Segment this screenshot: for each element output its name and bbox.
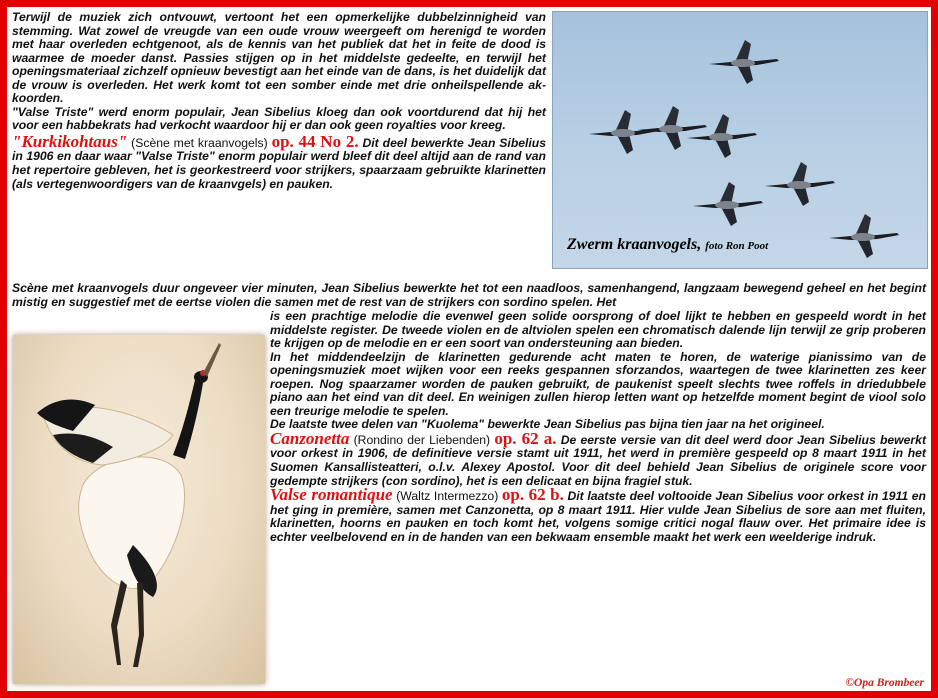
kurkikohtaus-wide-text — [12, 282, 926, 309]
canzonetta-subtitle: (Rondino der Liebenden) — [353, 432, 491, 447]
signature: ©Opa Brombeer — [845, 677, 924, 689]
dancing-crane-photo — [13, 335, 265, 684]
kurkikohtaus-opus: op. 44 No 2. — [271, 131, 359, 151]
valse-romantique-text: Dit laatste deel voltooide Jean Sibelius voor orkest in 1911 en het ging in première, samen met Canzonetta, op 8 maart 1911. Hier vulde Jean Sibelius de sore aan met fluiten, klarinetten, hoorns en pauken en toch komt het, volgens somige critici nogal flauw over. Het primaire idee is echter veelbelovend en in de handen van een bekwaam ensemble maakt het werk een weelderige indruk. — [270, 489, 926, 544]
canzonetta-opus: op. 62 a. — [494, 428, 557, 448]
dancing-crane-illustration — [13, 335, 265, 684]
intro-paragraph-1: Terwijl de muziek zich ontvouwt, vertoont het een opmerkelijke dubbelzinnigheid van stemming. Wat zowel de vreugde van een oude vrouw weergeeft om herenigd te worden met haar overleden echtgenoot, als de kennis van het publiek dat het in feite de dood is waarmee de moeder danst. Passies stijgen op in het middelste gedeelte, en terwijl het openingsmateriaal zichzelf opnieuw bevestigt aan het einde van de dans, is het duidelijk dat de vrouw is overleden. Het werk komt tot een somber einde met drie onheilspellende akkoorden. — [12, 10, 546, 106]
right-column-text — [270, 310, 926, 544]
intro-paragraph-2: "Valse Triste" werd enorm populair, Jean Sibelius kloeg dan ook voortdurend dat hij het voor een habbekrats had verkocht waardoor hij er dan ook geen royalties voor kreeg. — [12, 104, 546, 133]
crane-flock-illustration — [553, 12, 928, 269]
photo-caption — [567, 236, 768, 254]
canzonetta-section — [270, 428, 927, 488]
canzonetta-title: Canzonetta — [270, 428, 350, 448]
valse-romantique-title: Valse romantique — [270, 485, 393, 505]
valse-romantique-opus: op. 62 b. — [501, 485, 564, 505]
photo-caption-title: Zwerm kraanvogels, — [567, 236, 702, 253]
kurkikohtaus-section — [12, 131, 547, 191]
kurkikohtaus-text-4: In het middendeelzijn de klarinetten gedurende acht maten te horen, de waterige pianissimo van de openingsmuziek moet wijken voor een reeks gespannen sforzandos, waartegen de twee klarinetten zes keer roepen. Nog spaarzamer worden de pauken gebruikt, de paukenist speelt slechts twee roffels in driedubbele piano aan het eind van dit deel. En weinigen zullen hierop letten want op hetzelfde moment begint de viool solo een treurige melodie te spelen. — [270, 349, 926, 418]
canzonetta-text: De eerste versie van dit deel werd door Jean Sibelius bewerkt voor orkest in 1906, de definitieve versie stamt uit 1911, het werd in première gespeeld op 8 maart 1911 in het Suomen Kansallisteatteri, o.l.v. Alexey Apostol. Voor dit deel behield Jean Sibelius de originele score voor gedempte strijkers (con sordino), het is een delicaat en bijna fragiel stuk. — [270, 432, 927, 488]
kurkikohtaus-text-1: Dit deel bewerkte Jean Sibelius in 1906 en daar waar "Valse Triste" enorm populair werd bleef dit deel altijd aan de rand van het repertoire gebleven, het is georkestreerd voor strijkers, spaarzaam gebruikte klarinetten (als vertegenwoordigers van de kraanvgels) en pauken. — [12, 135, 547, 191]
kurkikohtaus-text-3: is een prachtige melodie die evenwel geen solide oorsprong of doel lijkt te hebben en gespeeld wordt in het middelste register. De tweede violen en de altviolen spelen een chromatisch dalende lijn terwijl ze grip proberen te krijgen op de melodie en er een soort van ondersteuning aan bieden. — [270, 309, 926, 351]
valse-romantique-subtitle: (Waltz Intermezzo) — [396, 489, 499, 504]
intro-text — [12, 11, 546, 191]
photo-credit: foto Ron Poot — [705, 240, 769, 252]
kurkikohtaus-text-5: De laatste twee delen van "Kuolema" bewerkte Jean Sibelius pas bijna tien jaar na het origineel. — [270, 417, 825, 432]
kurkikohtaus-subtitle: (Scène met kraanvogels) — [131, 135, 268, 150]
kurkikohtaus-text-2: Scène met kraanvogels duur ongeveer vier minuten, Jean Sibelius bewerkte het tot een naadloos, samenhangend, langzaam bewegend geheel en het begint mistig en suggestief met de eertse violen die samen met de rest van de strijkers con sordino spelen. Het — [12, 281, 926, 309]
kurkikohtaus-title: "Kurkikohtaus" — [12, 131, 128, 151]
valse-romantique-section — [270, 485, 926, 544]
crane-flock-photo — [552, 11, 928, 269]
